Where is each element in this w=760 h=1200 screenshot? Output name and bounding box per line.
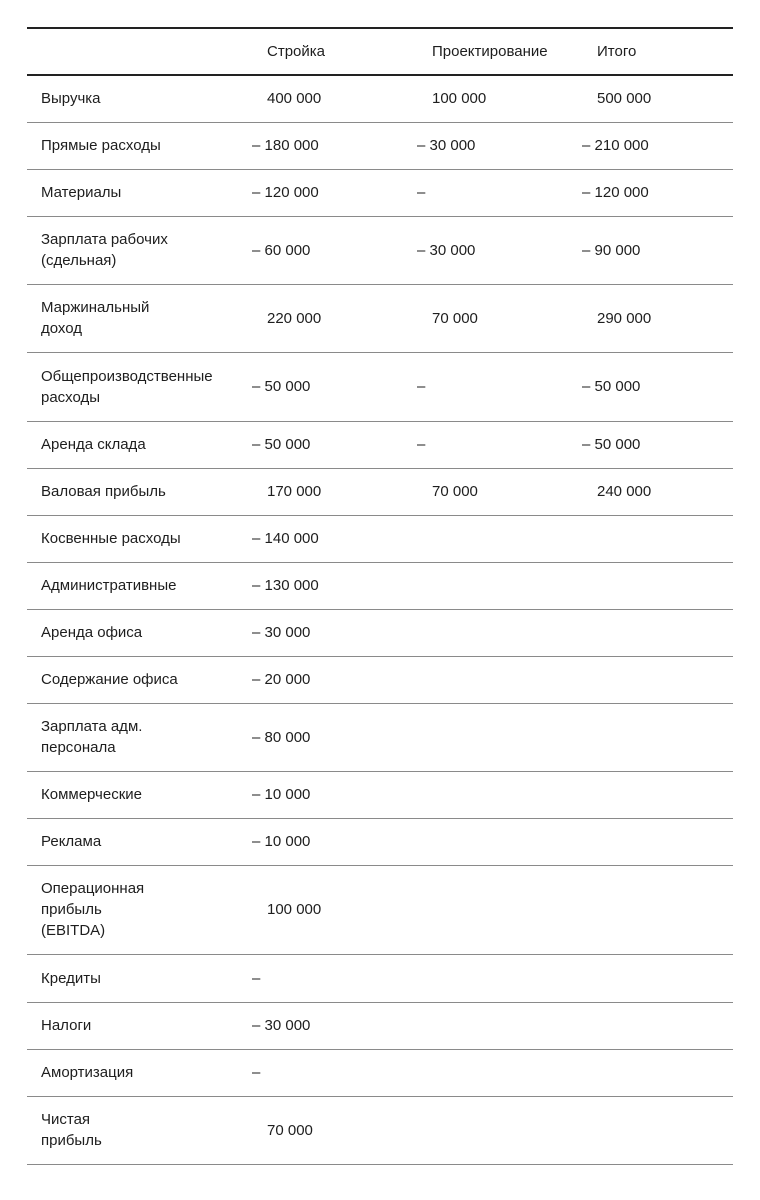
row-label-line: доход xyxy=(41,320,83,337)
row-label-line: прибыль xyxy=(41,1132,102,1149)
row-value-proektirovanie xyxy=(417,703,582,771)
table-row xyxy=(27,122,733,169)
row-label-line: Реклама xyxy=(41,833,102,850)
table-row xyxy=(27,352,733,421)
row-value-stroika: 400 000 xyxy=(267,90,322,108)
table-row xyxy=(27,284,733,352)
row-label-line: Операционная xyxy=(41,880,145,897)
row-value-proektirovanie: – xyxy=(417,184,426,201)
row-label-line: расходы xyxy=(41,388,101,406)
row-label xyxy=(27,284,252,352)
row-value-itogo xyxy=(582,1096,733,1164)
table-row xyxy=(27,515,733,562)
row-label xyxy=(27,1096,252,1164)
row-value-proektirovanie xyxy=(417,865,582,954)
table-row xyxy=(27,1096,733,1164)
table-row xyxy=(27,865,733,954)
row-label xyxy=(27,865,252,954)
row-value-stroika: – 140 000 xyxy=(252,530,319,547)
header-label xyxy=(27,28,252,75)
table-row xyxy=(27,75,733,122)
row-value-itogo: – 50 000 xyxy=(582,378,641,395)
row-label-line: Косвенные расходы xyxy=(41,530,181,547)
row-value-stroika: – 30 000 xyxy=(252,1017,311,1034)
row-value-itogo: – 50 000 xyxy=(582,436,641,453)
row-value-stroika: 220 000 xyxy=(267,309,322,327)
row-value-stroika: – 50 000 xyxy=(252,378,311,395)
row-value-proektirovanie xyxy=(417,1096,582,1164)
row-value-itogo xyxy=(582,703,733,771)
row-label xyxy=(27,421,252,468)
row-label-line: персонала xyxy=(41,739,116,756)
row-value-proektirovanie: – 30 000 xyxy=(417,137,476,154)
row-value-itogo: – 120 000 xyxy=(582,184,649,201)
row-value-proektirovanie: – 30 000 xyxy=(417,241,476,259)
row-label xyxy=(27,75,252,122)
header-proektirovanie: Проектирование xyxy=(432,43,548,60)
row-value-stroika: – 10 000 xyxy=(252,833,311,850)
row-label-line: Административные xyxy=(41,577,177,594)
table-row xyxy=(27,609,733,656)
row-value-itogo xyxy=(582,954,733,1002)
row-value-proektirovanie xyxy=(417,562,582,609)
row-value-itogo: – 210 000 xyxy=(582,137,649,154)
table-row xyxy=(27,818,733,865)
table-row xyxy=(27,562,733,609)
row-value-itogo: 240 000 xyxy=(597,483,652,500)
row-label xyxy=(27,818,252,865)
row-value-proektirovanie xyxy=(417,609,582,656)
row-label-line: Валовая прибыль xyxy=(41,483,166,500)
row-value-itogo: 290 000 xyxy=(597,309,652,327)
row-value-stroika: – xyxy=(252,1064,261,1081)
row-value-itogo xyxy=(582,1049,733,1096)
row-value-stroika: – 120 000 xyxy=(252,184,319,201)
row-label-line: Маржинальный xyxy=(41,299,150,316)
row-value-stroika: – 80 000 xyxy=(252,728,311,746)
table-row xyxy=(27,421,733,468)
row-value-itogo: 500 000 xyxy=(597,90,652,108)
row-value-itogo xyxy=(582,609,733,656)
row-label-line: Прямые расходы xyxy=(41,137,161,154)
row-value-proektirovanie: 100 000 xyxy=(432,90,487,108)
row-value-itogo: – 90 000 xyxy=(582,241,641,259)
row-label xyxy=(27,468,252,515)
table-row xyxy=(27,169,733,216)
row-value-proektirovanie: 70 000 xyxy=(432,483,478,500)
row-label-line: Выручка xyxy=(41,90,101,108)
row-value-itogo xyxy=(582,771,733,818)
row-label-line: Материалы xyxy=(41,184,122,201)
row-value-stroika: – 50 000 xyxy=(252,436,311,453)
row-label xyxy=(27,609,252,656)
row-label-line: прибыль xyxy=(41,901,102,918)
row-label xyxy=(27,656,252,703)
row-label xyxy=(27,1049,252,1096)
row-label xyxy=(27,122,252,169)
row-value-proektirovanie xyxy=(417,1002,582,1049)
table-row xyxy=(27,1049,733,1096)
row-value-proektirovanie: 70 000 xyxy=(432,309,478,327)
row-label-line: (EBITDA) xyxy=(41,922,106,939)
row-value-stroika: 100 000 xyxy=(267,901,322,918)
row-label-line: Зарплата адм. xyxy=(41,718,143,735)
header-row xyxy=(27,28,733,75)
row-label xyxy=(27,562,252,609)
row-value-proektirovanie xyxy=(417,771,582,818)
row-value-proektirovanie: – xyxy=(417,436,426,453)
row-label-line: Содержание офиса xyxy=(41,671,178,688)
row-value-itogo xyxy=(582,562,733,609)
row-value-stroika: – 180 000 xyxy=(252,137,319,154)
row-value-itogo xyxy=(582,515,733,562)
table-row xyxy=(27,954,733,1002)
header-itogo: Итого xyxy=(597,43,637,60)
row-value-itogo xyxy=(582,656,733,703)
row-label xyxy=(27,216,252,284)
row-label-line: Зарплата рабочих xyxy=(41,231,168,248)
row-label-line: (сдельная) xyxy=(41,252,117,269)
row-label xyxy=(27,703,252,771)
table-header xyxy=(27,28,733,75)
table-row xyxy=(27,703,733,771)
row-label-line: Амортизация xyxy=(41,1064,134,1081)
header-stroika: Стройка xyxy=(267,43,326,60)
row-value-stroika: – 130 000 xyxy=(252,577,319,594)
row-label-line: Общепроизводственные xyxy=(41,367,213,385)
row-value-stroika: – 20 000 xyxy=(252,671,311,688)
row-value-proektirovanie xyxy=(417,954,582,1002)
table-row xyxy=(27,1002,733,1049)
row-label-line: Кредиты xyxy=(41,969,101,987)
row-value-itogo xyxy=(582,865,733,954)
table-body xyxy=(27,75,733,1164)
row-value-stroika: – 10 000 xyxy=(252,786,311,803)
table-row xyxy=(27,216,733,284)
row-value-proektirovanie xyxy=(417,656,582,703)
row-value-stroika: 170 000 xyxy=(267,483,322,500)
row-value-stroika: – xyxy=(252,969,261,987)
row-value-proektirovanie xyxy=(417,818,582,865)
row-label-line: Коммерческие xyxy=(41,786,143,803)
row-value-proektirovanie: – xyxy=(417,378,426,395)
row-label-line: Аренда склада xyxy=(41,436,146,453)
pnl-table xyxy=(27,27,733,1165)
row-label-line: Чистая xyxy=(41,1111,91,1128)
table-row xyxy=(27,771,733,818)
row-value-stroika: – 30 000 xyxy=(252,624,311,641)
row-label-line: Налоги xyxy=(41,1017,92,1034)
row-value-itogo xyxy=(582,818,733,865)
row-value-stroika: – 60 000 xyxy=(252,241,311,259)
row-label-line: Аренда офиса xyxy=(41,624,143,641)
row-label xyxy=(27,515,252,562)
row-value-proektirovanie xyxy=(417,515,582,562)
row-label xyxy=(27,352,252,421)
row-label xyxy=(27,954,252,1002)
row-value-itogo xyxy=(582,1002,733,1049)
row-value-proektirovanie xyxy=(417,1049,582,1096)
row-label xyxy=(27,169,252,216)
table-row xyxy=(27,468,733,515)
row-label xyxy=(27,1002,252,1049)
row-value-stroika: 70 000 xyxy=(267,1121,313,1139)
row-label xyxy=(27,771,252,818)
table-row xyxy=(27,656,733,703)
